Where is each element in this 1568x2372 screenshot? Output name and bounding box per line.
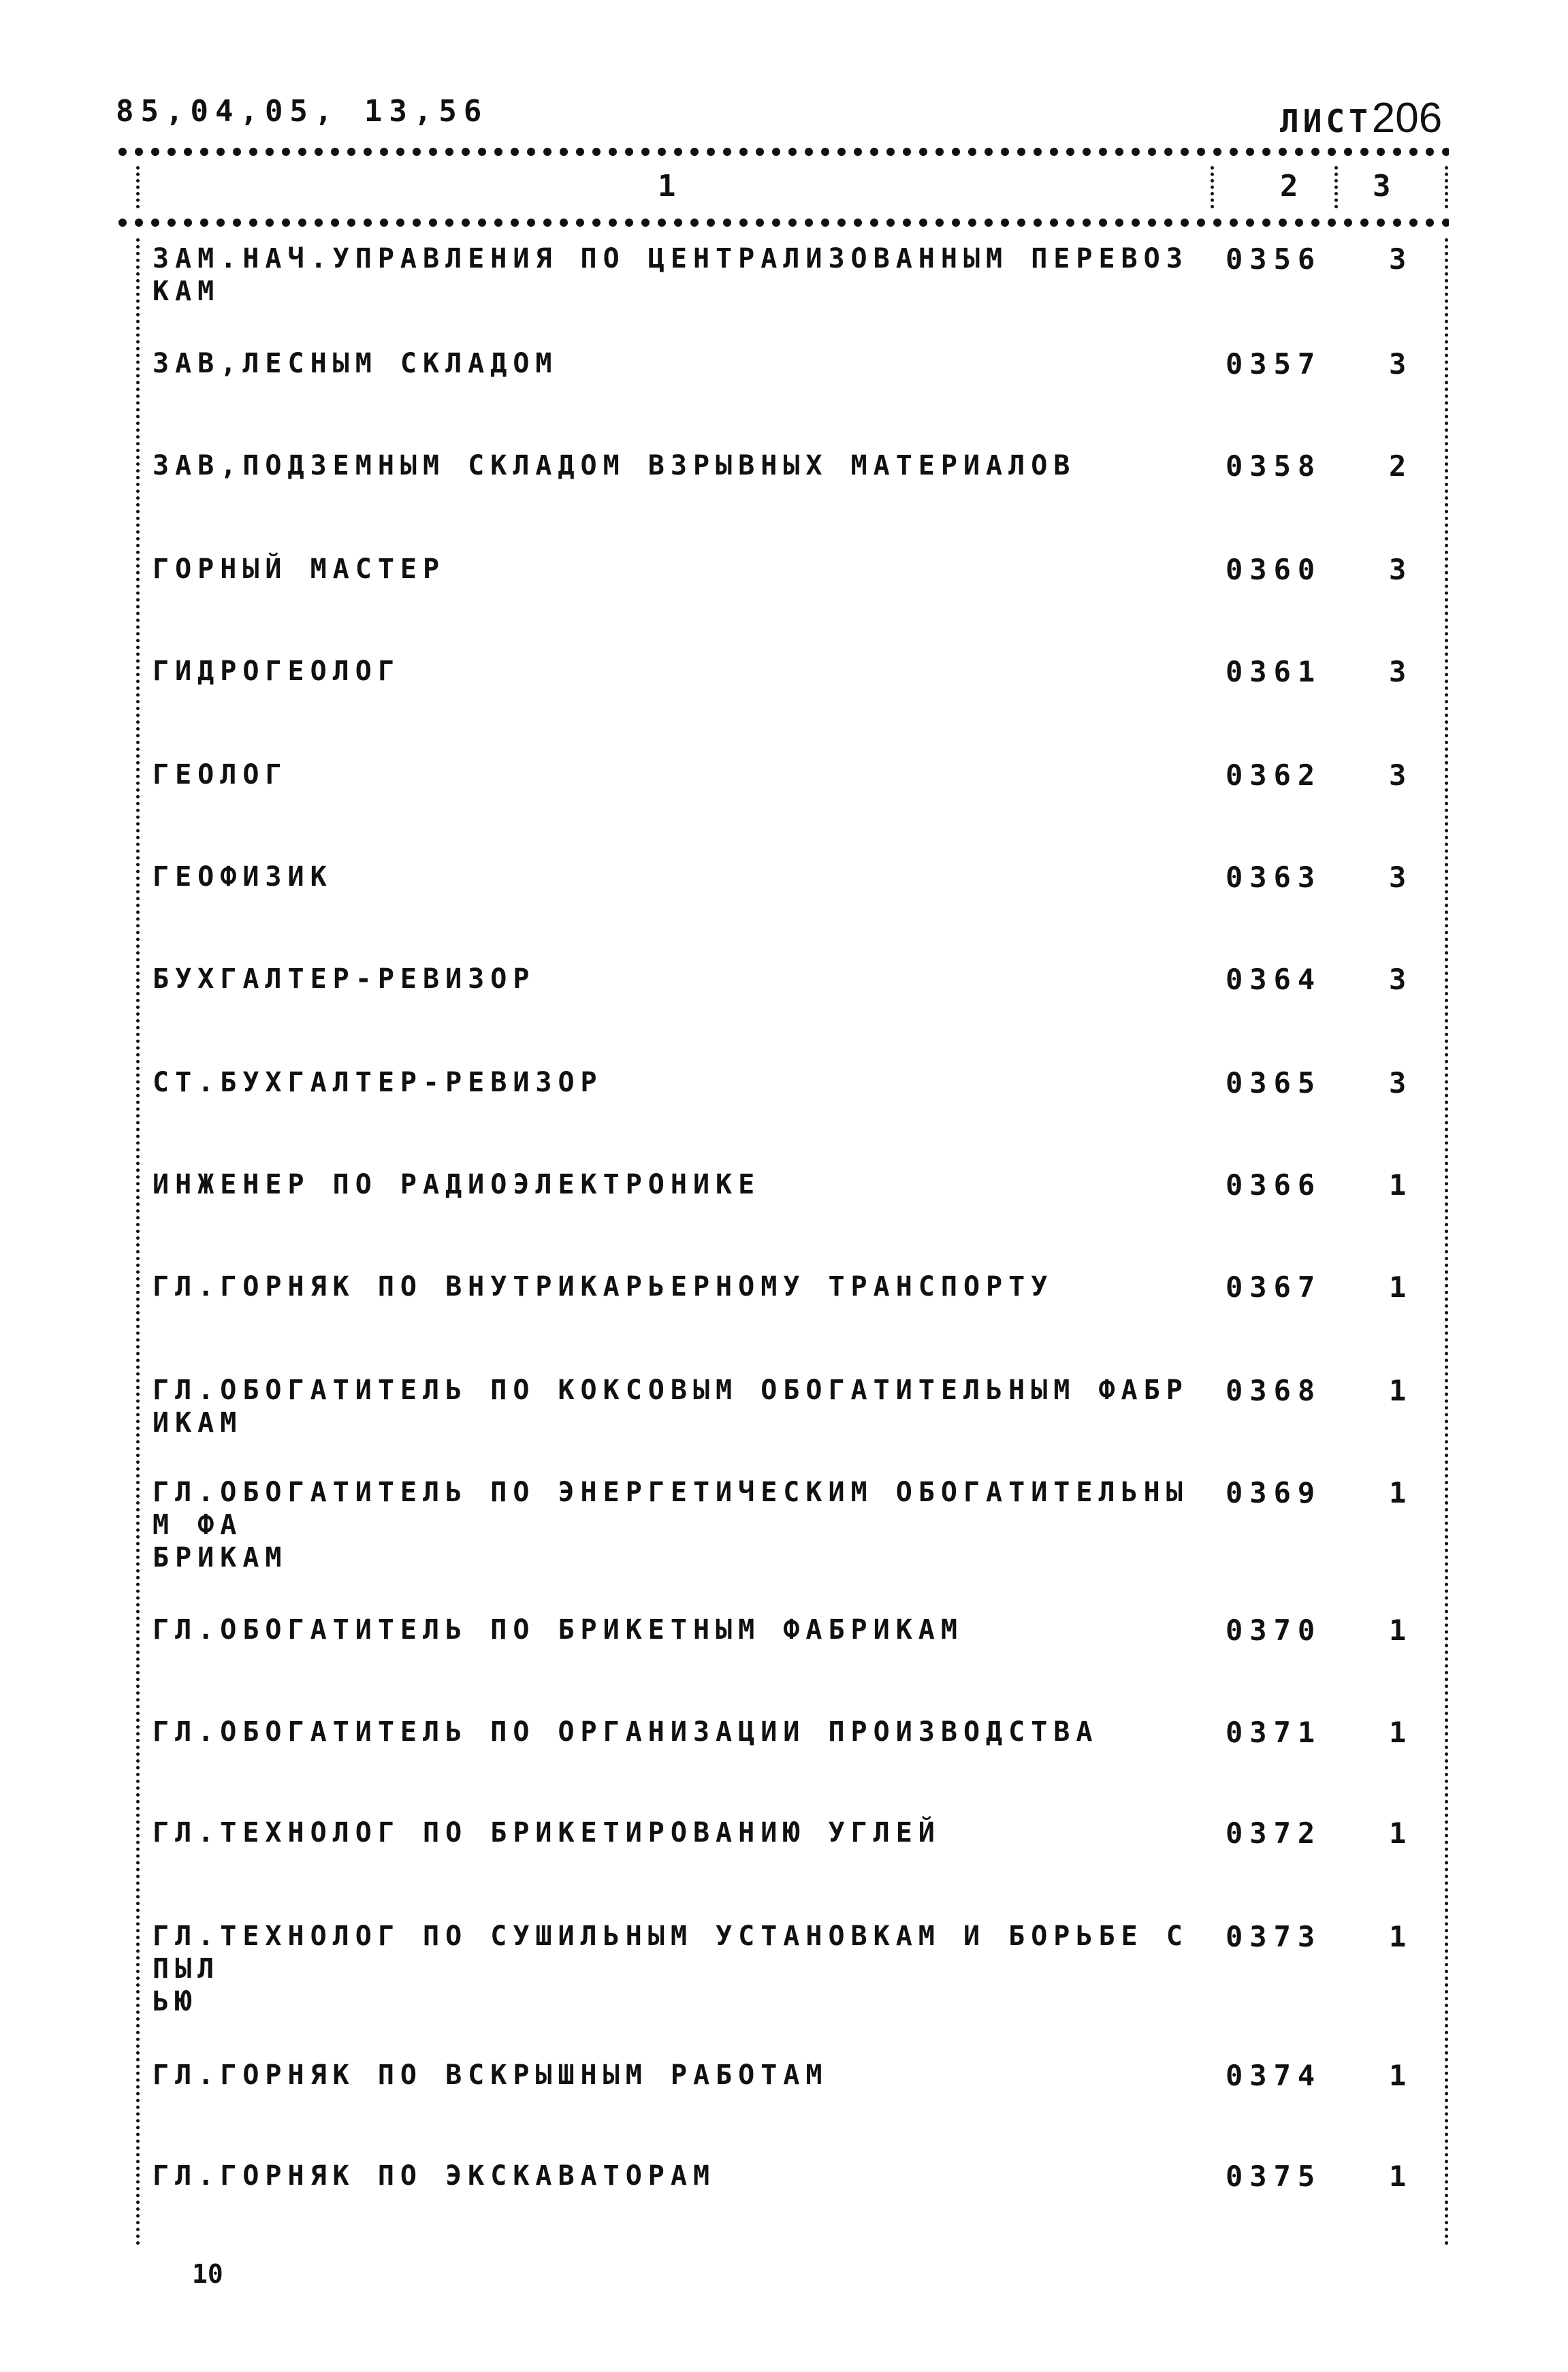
job-title: СТ.БУХГАЛТЕР-РЕВИЗОР (153, 1067, 603, 1098)
job-category: 1 (1389, 1614, 1407, 1647)
job-title: ГЛ.ТЕХНОЛОГ ПО БРИКЕТИРОВАНИЮ УГЛЕЙ (153, 1817, 941, 1848)
job-code: 0367 (1226, 1270, 1322, 1304)
job-category: 1 (1389, 1168, 1407, 1202)
col-divider-2 (1334, 166, 1338, 208)
job-code: 0362 (1226, 758, 1322, 792)
column-header-2: 2 (1280, 169, 1298, 204)
job-title: ГЛ.ОБОГАТИТЕЛЬ ПО ЭНЕРГЕТИЧЕСКИМ ОБОГАТИТЕЛЬНЫМ ФА БРИКАМ (153, 1477, 1189, 1573)
job-code: 0358 (1226, 449, 1322, 483)
job-title: ГЕОФИЗИК (153, 861, 333, 893)
left-border (136, 238, 140, 2247)
job-code: 0360 (1226, 553, 1322, 586)
job-title: ЗАВ,ЛЕСНЫМ СКЛАДОМ (153, 348, 558, 379)
job-title: ГЛ.ТЕХНОЛОГ ПО СУШИЛЬНЫМ УСТАНОВКАМ И БОРЬБЕ С ПЫЛ ЬЮ (153, 1921, 1189, 2017)
job-code: 0356 (1226, 242, 1322, 276)
right-border-header (1445, 166, 1448, 208)
job-title: ГЛ.ОБОГАТИТЕЛЬ ПО БРИКЕТНЫМ ФАБРИКАМ (153, 1614, 963, 1646)
job-category: 3 (1389, 347, 1407, 381)
print-date: 85,04,05, 13,56 (116, 94, 489, 129)
job-title: ГЛ.ОБОГАТИТЕЛЬ ПО КОКСОВЫМ ОБОГАТИТЕЛЬНЫМ ФАБРИКАМ (153, 1375, 1189, 1439)
job-code: 0370 (1226, 1614, 1322, 1647)
job-code: 0374 (1226, 2059, 1322, 2092)
job-code: 0364 (1226, 963, 1322, 996)
job-category: 3 (1389, 861, 1407, 894)
job-code: 0368 (1226, 1374, 1322, 1407)
job-code: 0366 (1226, 1168, 1322, 1202)
job-title: ГОРНЫЙ МАСТЕР (153, 554, 446, 585)
job-code: 0357 (1226, 347, 1322, 381)
job-category: 3 (1389, 242, 1407, 276)
job-category: 1 (1389, 1716, 1407, 1749)
column-header-1: 1 (658, 169, 676, 204)
job-category: 1 (1389, 1920, 1407, 1953)
job-category: 3 (1389, 963, 1407, 996)
job-category: 1 (1389, 1270, 1407, 1304)
job-code: 0363 (1226, 861, 1322, 894)
job-code: 0375 (1226, 2160, 1322, 2193)
job-title: ЗАВ,ПОДЗЕМНЫМ СКЛАДОМ ВЗРЫВНЫХ МАТЕРИАЛОВ (153, 450, 1076, 481)
job-title: БУХГАЛТЕР-РЕВИЗОР (153, 963, 536, 995)
page-marker: 10 (192, 2259, 223, 2289)
job-code: 0373 (1226, 1920, 1322, 1953)
job-title: ГЕОЛОГ (153, 759, 288, 790)
job-code: 0372 (1226, 1816, 1322, 1850)
job-category: 1 (1389, 1374, 1407, 1407)
job-category: 2 (1389, 449, 1407, 483)
job-code: 0369 (1226, 1476, 1322, 1509)
sheet-number (1280, 94, 1442, 142)
job-category: 1 (1389, 2059, 1407, 2092)
left-border-header (136, 166, 140, 208)
job-title: ГЛ.ОБОГАТИТЕЛЬ ПО ОРГАНИЗАЦИИ ПРОИЗВОДСТВА (153, 1716, 1099, 1748)
job-category: 3 (1389, 553, 1407, 586)
sheet-label: ЛИСТ (1280, 103, 1372, 140)
job-code: 0365 (1226, 1066, 1322, 1100)
top-rule (114, 146, 1449, 158)
job-code: 0361 (1226, 655, 1322, 688)
job-category: 3 (1389, 1066, 1407, 1100)
job-category: 1 (1389, 1816, 1407, 1850)
header-rule (114, 217, 1449, 229)
job-title: ИНЖЕНЕР ПО РАДИОЭЛЕКТРОНИКЕ (153, 1169, 761, 1200)
job-category: 1 (1389, 1476, 1407, 1509)
job-title: ГЛ.ГОРНЯК ПО ВНУТРИКАРЬЕРНОМУ ТРАНСПОРТУ (153, 1271, 1054, 1302)
column-header-3: 3 (1373, 169, 1391, 204)
job-category: 3 (1389, 655, 1407, 688)
job-title: ГЛ.ГОРНЯК ПО ВСКРЫШНЫМ РАБОТАМ (153, 2060, 829, 2091)
job-category: 3 (1389, 758, 1407, 792)
job-category: 1 (1389, 2160, 1407, 2193)
right-border (1445, 238, 1448, 2247)
job-title: ЗАМ.НАЧ.УПРАВЛЕНИЯ ПО ЦЕНТРАЛИЗОВАННЫМ ПЕРЕВОЗКАМ (153, 243, 1189, 307)
col-divider-1 (1211, 166, 1214, 208)
job-title: ГИДРОГЕОЛОГ (153, 656, 400, 687)
sheet-number-value: 206 (1371, 95, 1443, 142)
job-title: ГЛ.ГОРНЯК ПО ЭКСКАВАТОРАМ (153, 2160, 716, 2192)
job-code: 0371 (1226, 1716, 1322, 1749)
